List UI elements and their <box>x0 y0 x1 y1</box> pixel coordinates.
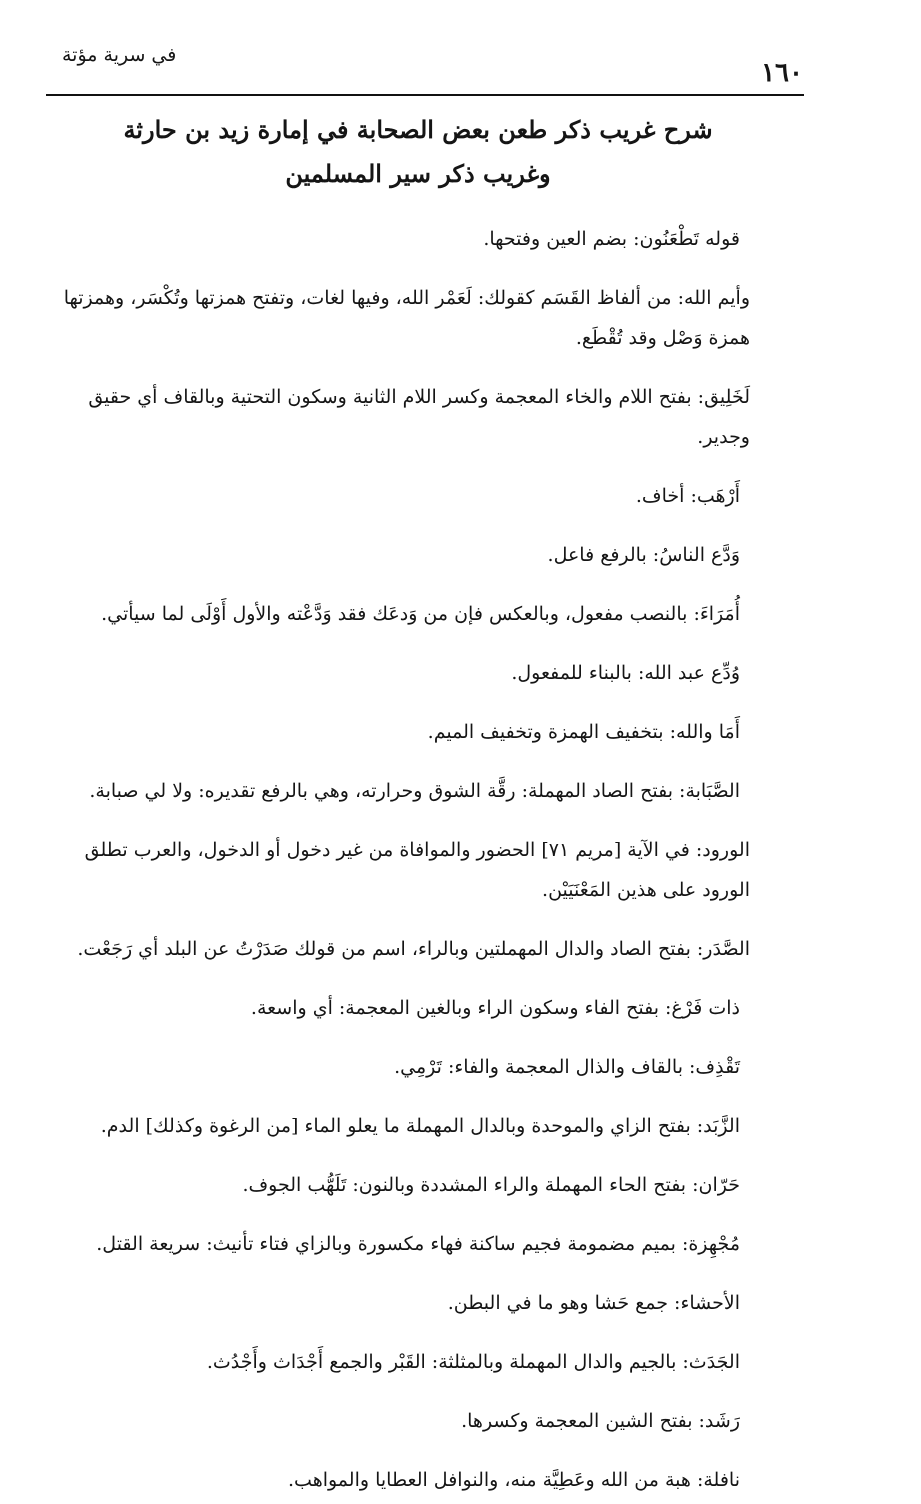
section-title-line-1: شرح غريب ذكر طعن بعض الصحابة في إمارة زيد بن حارثة <box>123 115 713 144</box>
glossary-entry: أُمَرَاءَ: بالنصب مفعول، وبالعكس فإن من وَدعَك فقد وَدَّعْته والأول أَوْلَى لما سيأتي. <box>101 603 740 625</box>
glossary-entries <box>40 200 750 1504</box>
glossary-entry: مُجْهِزة: بميم مضمومة فجيم ساكنة فهاء مكسورة وبالزاي فتاء تأنيث: سريعة القتل. <box>96 1233 740 1255</box>
glossary-entry: ذات فَرْغ: بفتح الفاء وسكون الراء وبالغين المعجمة: أي واسعة. <box>250 997 740 1019</box>
header-rule <box>46 94 804 96</box>
section-title <box>60 108 776 196</box>
glossary-entry: الجَدَث: بالجيم والدال المهملة وبالمثلثة: القَبْر والجمع أَجْدَاث وأَجْدُث. <box>206 1351 740 1373</box>
glossary-entry: الصَّبَابة: بفتح الصاد المهملة: رقَّة الشوق وحرارته، وهي بالرفع تقديره: ولا لي صبابة. <box>89 780 740 802</box>
glossary-entry: أَرْهَب: أخاف. <box>635 485 740 507</box>
page-number: ١٦٠ <box>761 58 803 88</box>
glossary-entry: الأحشاء: جمع حَشا وهو ما في البطن. <box>447 1292 740 1314</box>
glossary-entry: الصَّدَر: بفتح الصاد والدال المهملتين وبالراء، اسم من قولك صَدَرْتُ عن البلد أي رَجَعْت. <box>77 938 750 960</box>
glossary-entry: حَرّان: بفتح الحاء المهملة والراء المشددة وبالنون: تَلَهُّب الجوف. <box>242 1174 740 1196</box>
glossary-entry: قوله تَطْعَنُون: بضم العين وفتحها. <box>483 228 740 250</box>
glossary-entry: نافلة: هبة من الله وعَطِيَّة منه، والنوافل العطايا والمواهب. <box>288 1469 740 1491</box>
glossary-entry: رَشَد: بفتح الشين المعجمة وكسرها. <box>461 1410 740 1432</box>
glossary-entry: أَمَا والله: بتخفيف الهمزة وتخفيف الميم. <box>427 721 740 743</box>
glossary-entry: تَقْذِف: بالقاف والذال المعجمة والفاء: تَرْمِي. <box>394 1056 740 1078</box>
glossary-entry: الزَّبَد: بفتح الزاي والموحدة وبالدال المهملة ما يعلو الماء [من الرغوة وكذلك] الدم. <box>100 1115 740 1137</box>
glossary-entry: وأيم الله: من ألفاظ القَسَم كقولك: لَعَمْر الله، وفيها لغات، وتفتح همزتها وتُكْسَر، وهمزتها همزة وَصْل وقد تُقْطَع. <box>63 287 750 349</box>
glossary-entry: وُدِّع عبد الله: بالبناء للمفعول. <box>511 662 740 684</box>
section-title-line-2: وغريب ذكر سير المسلمين <box>285 159 551 188</box>
glossary-entry: الورود: في الآية [مريم ٧١] الحضور والموافاة من غير دخول أو الدخول، والعرب تطلق الورود على هذين المَعْنَيَيْن. <box>84 839 750 901</box>
glossary-entry: لَخَلِيق: بفتح اللام والخاء المعجمة وكسر اللام الثانية وسكون التحتية وبالقاف أي حقيق وجدير. <box>88 386 750 448</box>
running-head-title: في سرية مؤتة <box>62 44 177 66</box>
glossary-entry: وَدَّع الناسُ: بالرفع فاعل. <box>547 544 740 566</box>
